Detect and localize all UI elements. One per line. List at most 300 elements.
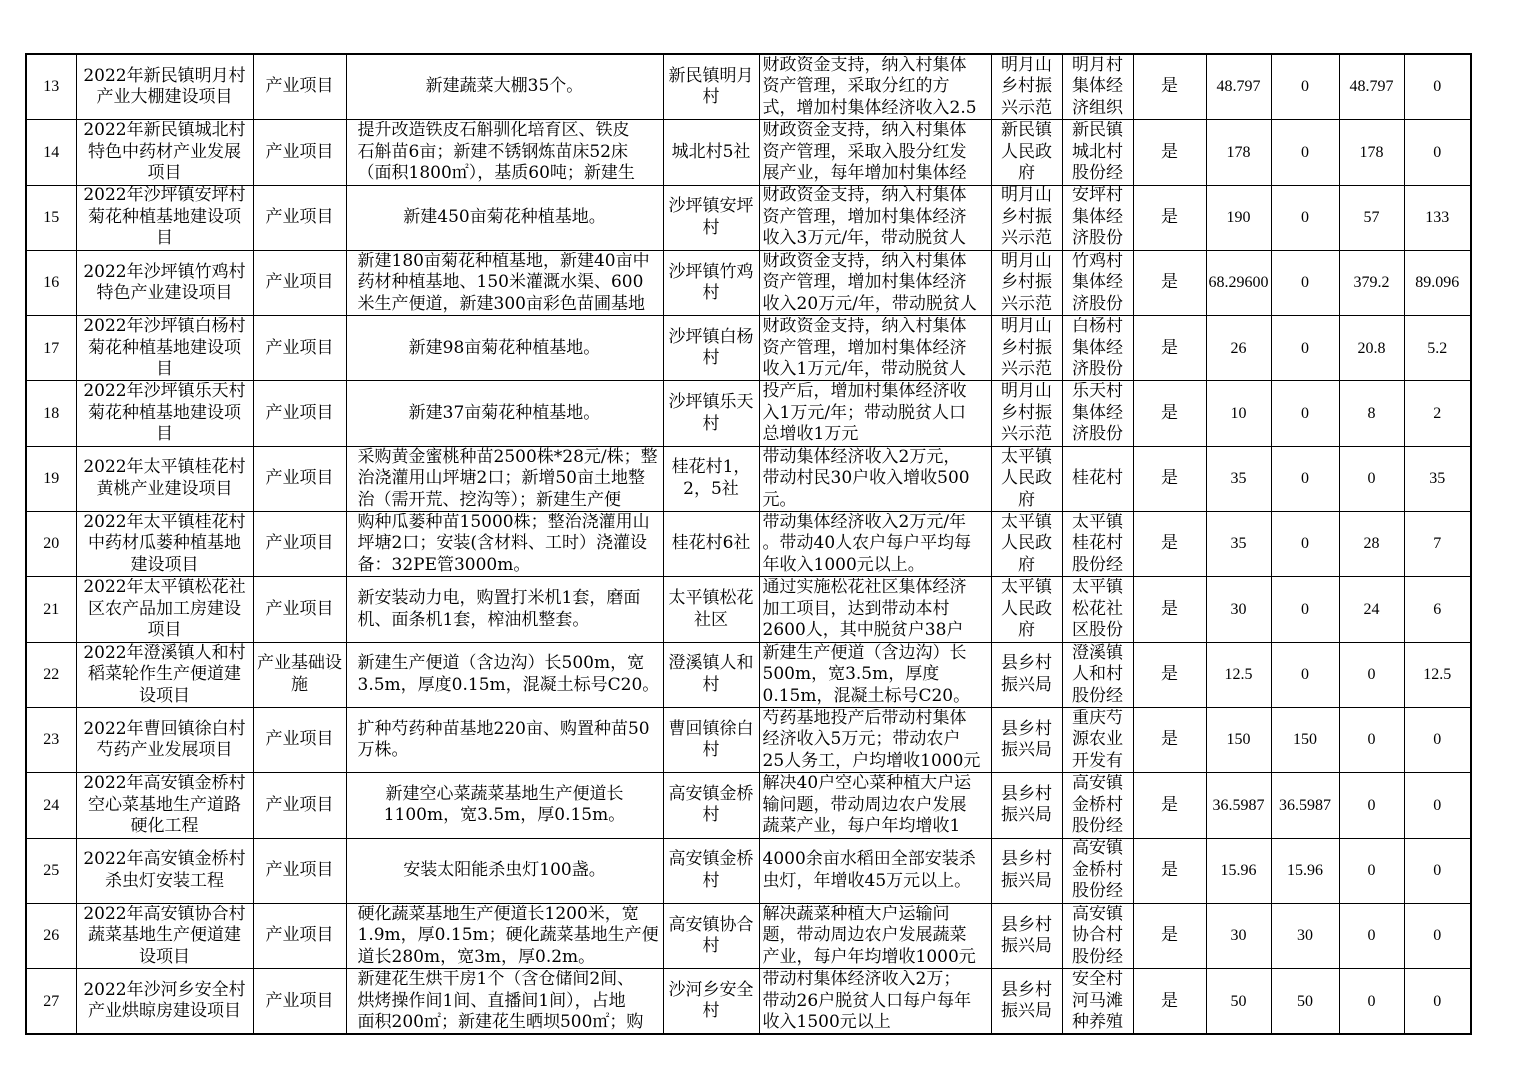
- project-name: 2022年新民镇城北村 特色中药材产业发展 项目: [83, 120, 246, 184]
- row-number: 20: [43, 535, 60, 553]
- responsible-unit-cell: [991, 838, 1062, 903]
- table-row: [26, 707, 1471, 772]
- funds-col-2-cell: [1339, 577, 1404, 642]
- construction-content-cell: [346, 54, 663, 120]
- funds-col-3: 35: [1429, 470, 1446, 488]
- construction-content: 新建花生烘干房1个（含仓储间2间、 烘烤操作间1间、直播间1间），占地 面积200㎡；新建花生晒坝500㎡；购: [357, 969, 644, 1033]
- table-row: [26, 512, 1471, 577]
- project-type: 产业项目: [265, 141, 334, 162]
- funds-total-cell: [1206, 120, 1271, 185]
- row-number: 13: [43, 78, 60, 96]
- funds-col-2-cell: [1339, 316, 1404, 381]
- funds-col-2-cell: [1339, 838, 1404, 903]
- project-name: 2022年新民镇明月村 产业大棚建设项目: [83, 65, 246, 108]
- project-name: 2022年沙坪镇乐天村 菊花种植基地建设项 目: [83, 382, 246, 445]
- responsible-unit-cell: [991, 446, 1062, 511]
- row-number-cell: [26, 577, 76, 642]
- implementing-unit-cell: [1062, 250, 1133, 315]
- funds-col-1-cell: [1271, 381, 1339, 446]
- project-name: 2022年沙坪镇竹鸡村 特色产业建设项目: [83, 261, 246, 304]
- project-name-cell: [76, 903, 253, 968]
- project-name-cell: [76, 54, 253, 120]
- funds-col-1-cell: [1271, 54, 1339, 120]
- implementing-unit-cell: [1062, 54, 1133, 120]
- funds-col-3: 7: [1433, 535, 1442, 553]
- funds-total: 48.797: [1216, 78, 1261, 96]
- project-name: 2022年澄溪镇人和村 稻菜轮作生产便道建 设项目: [83, 643, 246, 706]
- benefit-mechanism-cell: [759, 512, 991, 577]
- funds-col-2: 0: [1367, 731, 1376, 749]
- eligibility-flag: 是: [1161, 76, 1178, 97]
- construction-content: 安装太阳能杀虫灯100盏。: [403, 859, 606, 880]
- responsible-unit: 太平镇 人民政 府: [1001, 447, 1052, 510]
- project-type: 产业项目: [265, 206, 334, 227]
- funds-col-3: 0: [1433, 143, 1442, 161]
- benefit-mechanism: 带动集体经济收入2万元/年 。带动40人农户每户平均每 年收入1000元以上。: [762, 512, 972, 575]
- construction-content: 采购黄金蜜桃种苗2500株*28元/株；整 治浇灌用山坪塘2口；新增50亩土地整 治（需开荒、挖沟等）；新建生产便: [357, 447, 658, 510]
- benefit-mechanism-cell: [759, 250, 991, 315]
- project-type: 产业项目: [265, 729, 334, 750]
- implementing-unit-cell: [1062, 903, 1133, 968]
- row-number: 17: [43, 339, 60, 357]
- eligibility-flag: 是: [1161, 468, 1178, 489]
- funds-col-3-cell: [1404, 381, 1471, 446]
- funds-total: 35: [1230, 470, 1247, 488]
- funds-col-2-cell: [1339, 773, 1404, 838]
- project-name: 2022年曹回镇徐白村 芍药产业发展项目: [83, 718, 246, 761]
- funds-col-2: 28: [1363, 535, 1380, 553]
- benefit-mechanism: 财政资金支持，纳入村集体 资产管理，增加村集体经济 收入1万元/年，带动脱贫人: [762, 316, 967, 380]
- funds-col-1: 0: [1301, 208, 1309, 226]
- implementing-unit-cell: [1062, 838, 1133, 903]
- funds-col-3-cell: [1404, 446, 1471, 511]
- benefit-mechanism: 带动集体经济收入2万元， 带动村民30户收入增收500 元。: [762, 447, 970, 510]
- eligibility-flag: 是: [1161, 141, 1178, 162]
- row-number-cell: [26, 773, 76, 838]
- eligibility-flag-cell: [1133, 903, 1206, 968]
- funds-col-3: 0: [1433, 731, 1442, 749]
- funds-col-1: 0: [1301, 78, 1309, 96]
- row-number: 15: [43, 208, 60, 226]
- funds-col-2-cell: [1339, 185, 1404, 250]
- project-name: 2022年高安镇协合村 蔬菜基地生产便道建 设项目: [83, 904, 246, 967]
- table-row: [26, 446, 1471, 511]
- implementing-unit: 重庆芍 源农业 开发有: [1072, 708, 1123, 771]
- project-type: 产业项目: [265, 337, 334, 358]
- project-location: 沙坪镇乐天 村: [668, 392, 754, 434]
- funds-col-2-cell: [1339, 642, 1404, 707]
- responsible-unit: 明月山 乡村振 兴示范: [1001, 186, 1052, 249]
- construction-content: 提升改造铁皮石斛驯化培育区、铁皮 石斛苗6亩；新建不锈钢炼苗床52床 （面积1800㎡），基质60吨；新建生: [357, 120, 635, 184]
- eligibility-flag-cell: [1133, 512, 1206, 577]
- funds-col-2: 0: [1367, 992, 1376, 1010]
- funds-col-3-cell: [1404, 577, 1471, 642]
- construction-content-cell: [346, 903, 663, 968]
- construction-content-cell: [346, 773, 663, 838]
- funds-col-1: 50: [1297, 992, 1313, 1010]
- project-type: 产业项目: [265, 468, 334, 489]
- row-number: 14: [43, 143, 60, 161]
- project-location-cell: [663, 316, 759, 381]
- funds-col-1: 0: [1301, 274, 1309, 292]
- project-name: 2022年高安镇金桥村 杀虫灯安装工程: [83, 849, 246, 891]
- project-name-cell: [76, 316, 253, 381]
- funds-col-3: 0: [1433, 861, 1442, 879]
- funds-col-3-cell: [1404, 250, 1471, 315]
- implementing-unit-cell: [1062, 185, 1133, 250]
- implementing-unit-cell: [1062, 446, 1133, 511]
- project-type-cell: [253, 54, 346, 120]
- implementing-unit: 乐天村 集体经 济股份: [1072, 382, 1123, 445]
- row-number-cell: [26, 903, 76, 968]
- row-number: 18: [43, 404, 60, 422]
- funds-col-2-cell: [1339, 969, 1404, 1035]
- table-row: [26, 381, 1471, 446]
- row-number-cell: [26, 250, 76, 315]
- funds-total-cell: [1206, 903, 1271, 968]
- construction-content-cell: [346, 512, 663, 577]
- responsible-unit-cell: [991, 903, 1062, 968]
- funds-total-cell: [1206, 446, 1271, 511]
- funds-col-1-cell: [1271, 707, 1339, 772]
- funds-total-cell: [1206, 54, 1271, 120]
- funds-col-2: 0: [1367, 927, 1376, 945]
- construction-content-cell: [346, 969, 663, 1035]
- project-name-cell: [76, 512, 253, 577]
- construction-content: 新建450亩菊花种植基地。: [403, 206, 606, 227]
- eligibility-flag-cell: [1133, 838, 1206, 903]
- responsible-unit-cell: [991, 707, 1062, 772]
- table-row: [26, 185, 1471, 250]
- project-type-cell: [253, 707, 346, 772]
- project-location: 澄溪镇人和 村: [668, 653, 754, 695]
- funds-col-1: 150: [1293, 731, 1317, 749]
- implementing-unit-cell: [1062, 316, 1133, 381]
- project-type-cell: [253, 250, 346, 315]
- funds-total-cell: [1206, 969, 1271, 1035]
- project-table: [25, 53, 1472, 1035]
- project-type-cell: [253, 642, 346, 707]
- implementing-unit-cell: [1062, 642, 1133, 707]
- project-name: 2022年太平镇松花社 区农产品加工房建设 项目: [83, 578, 246, 641]
- implementing-unit-cell: [1062, 577, 1133, 642]
- funds-col-2: 48.797: [1349, 78, 1394, 96]
- funds-col-1: 30: [1297, 927, 1313, 945]
- construction-content: 新建空心菜蔬菜基地生产便道长 1100m，宽3.5m，厚0.15m。: [383, 783, 626, 826]
- project-location: 高安镇金桥 村: [668, 783, 754, 826]
- funds-col-1-cell: [1271, 773, 1339, 838]
- funds-col-1: 36.5987: [1279, 796, 1331, 814]
- project-type-cell: [253, 120, 346, 185]
- responsible-unit: 县乡村 振兴局: [1001, 914, 1052, 956]
- table-row: [26, 642, 1471, 707]
- project-type-cell: [253, 838, 346, 903]
- funds-col-2: 178: [1359, 143, 1384, 161]
- responsible-unit: 明月山 乡村振 兴示范: [1001, 382, 1052, 445]
- project-location: 桂花村1， 2，5社: [671, 457, 751, 499]
- funds-col-2: 0: [1367, 861, 1376, 879]
- benefit-mechanism: 芍药基地投产后带动村集体 经济收入5万元；带动农户 25人务工，户均增收1000元: [762, 708, 981, 771]
- funds-col-1: 0: [1301, 666, 1309, 684]
- responsible-unit: 新民镇 人民政 府: [1001, 120, 1052, 184]
- project-location-cell: [663, 838, 759, 903]
- implementing-unit: 白杨村 集体经 济股份: [1072, 316, 1123, 380]
- eligibility-flag-cell: [1133, 250, 1206, 315]
- benefit-mechanism: 带动村集体经济收入2万； 带动26户脱贫人口每户每年 收入1500元以上: [762, 969, 972, 1033]
- eligibility-flag: 是: [1161, 337, 1178, 358]
- funds-col-3-cell: [1404, 707, 1471, 772]
- responsible-unit: 县乡村 振兴局: [1001, 653, 1052, 695]
- project-name-cell: [76, 185, 253, 250]
- project-type-cell: [253, 512, 346, 577]
- project-location: 高安镇金桥 村: [668, 849, 754, 891]
- benefit-mechanism-cell: [759, 120, 991, 185]
- table-row: [26, 838, 1471, 903]
- implementing-unit-cell: [1062, 120, 1133, 185]
- implementing-unit: 高安镇 协合村 股份经: [1072, 904, 1123, 967]
- project-location: 新民镇明月 村: [668, 65, 754, 108]
- funds-total: 190: [1226, 208, 1251, 226]
- responsible-unit: 县乡村 振兴局: [1001, 718, 1052, 761]
- project-type: 产业项目: [265, 272, 334, 293]
- funds-col-2: 0: [1367, 666, 1376, 684]
- funds-col-3: 2: [1433, 404, 1442, 422]
- funds-total: 50: [1230, 992, 1247, 1010]
- funds-col-3: 133: [1425, 208, 1450, 226]
- implementing-unit-cell: [1062, 773, 1133, 838]
- project-type-cell: [253, 185, 346, 250]
- project-location-cell: [663, 446, 759, 511]
- project-location: 曹回镇徐白 村: [668, 718, 754, 761]
- construction-content-cell: [346, 316, 663, 381]
- project-name: 2022年太平镇桂花村 中药材瓜蒌种植基地 建设项目: [83, 512, 246, 575]
- row-number: 26: [43, 927, 60, 945]
- benefit-mechanism-cell: [759, 903, 991, 968]
- project-name: 2022年太平镇桂花村 黄桃产业建设项目: [83, 457, 246, 499]
- implementing-unit: 明月村 集体经 济组织: [1072, 55, 1123, 118]
- row-number: 27: [43, 992, 60, 1010]
- construction-content-cell: [346, 185, 663, 250]
- funds-total-cell: [1206, 838, 1271, 903]
- funds-total-cell: [1206, 707, 1271, 772]
- row-number-cell: [26, 642, 76, 707]
- funds-col-3-cell: [1404, 903, 1471, 968]
- project-type-cell: [253, 381, 346, 446]
- funds-col-2: 0: [1367, 796, 1376, 814]
- project-name: 2022年高安镇金桥村 空心菜基地生产道路 硬化工程: [83, 773, 246, 837]
- project-location: 高安镇协合 村: [668, 914, 754, 956]
- project-type: 产业项目: [265, 925, 334, 946]
- construction-content: 新建蔬菜大棚35个。: [425, 76, 584, 97]
- funds-col-1-cell: [1271, 120, 1339, 185]
- funds-total-cell: [1206, 773, 1271, 838]
- row-number-cell: [26, 838, 76, 903]
- benefit-mechanism-cell: [759, 969, 991, 1035]
- responsible-unit-cell: [991, 381, 1062, 446]
- project-name-cell: [76, 577, 253, 642]
- project-name-cell: [76, 969, 253, 1035]
- project-name-cell: [76, 120, 253, 185]
- table-row: [26, 773, 1471, 838]
- funds-col-2: 379.2: [1353, 274, 1390, 292]
- eligibility-flag-cell: [1133, 54, 1206, 120]
- row-number: 16: [43, 274, 60, 292]
- project-type-cell: [253, 903, 346, 968]
- eligibility-flag: 是: [1161, 533, 1178, 554]
- benefit-mechanism-cell: [759, 707, 991, 772]
- funds-total: 12.5: [1224, 666, 1253, 684]
- benefit-mechanism: 财政资金支持，纳入村集体 资产管理，采取分红的方 式，增加村集体经济收入2.5: [762, 55, 977, 118]
- benefit-mechanism: 财政资金支持，纳入村集体 资产管理，增加村集体经济 收入20万元/年，带动脱贫人: [762, 251, 977, 314]
- funds-col-3: 0: [1433, 796, 1442, 814]
- benefit-mechanism-cell: [759, 316, 991, 381]
- funds-col-3: 0: [1433, 78, 1442, 96]
- funds-col-2-cell: [1339, 120, 1404, 185]
- benefit-mechanism: 投产后，增加村集体经济收 入1万元/年；带动脱贫人口 总增收1万元: [762, 382, 967, 445]
- funds-total-cell: [1206, 316, 1271, 381]
- funds-col-3: 12.5: [1423, 666, 1452, 684]
- implementing-unit: 安坪村 集体经 济股份: [1072, 186, 1123, 249]
- funds-total-cell: [1206, 642, 1271, 707]
- funds-col-2-cell: [1339, 446, 1404, 511]
- eligibility-flag-cell: [1133, 381, 1206, 446]
- construction-content-cell: [346, 707, 663, 772]
- responsible-unit: 太平镇 人民政 府: [1001, 512, 1052, 575]
- construction-content: 扩种芍药种苗基地220亩、购置种苗50 万株。: [357, 718, 650, 761]
- funds-col-2-cell: [1339, 903, 1404, 968]
- funds-total-cell: [1206, 512, 1271, 577]
- implementing-unit: 高安镇 金桥村 股份经: [1072, 839, 1123, 902]
- row-number: 24: [43, 796, 60, 814]
- project-location-cell: [663, 577, 759, 642]
- project-location-cell: [663, 185, 759, 250]
- funds-col-1: 0: [1301, 470, 1309, 488]
- funds-total: 30: [1230, 600, 1247, 618]
- row-number: 19: [43, 470, 60, 488]
- row-number: 25: [43, 861, 60, 879]
- funds-col-1-cell: [1271, 512, 1339, 577]
- table-row: [26, 250, 1471, 315]
- funds-col-3: 6: [1433, 600, 1442, 618]
- funds-col-3-cell: [1404, 316, 1471, 381]
- implementing-unit: 安全村 河马滩 种养殖: [1072, 969, 1123, 1033]
- implementing-unit: 太平镇 桂花村 股份经: [1072, 512, 1123, 575]
- responsible-unit: 明月山 乡村振 兴示范: [1001, 55, 1052, 118]
- project-type: 产业项目: [265, 76, 334, 97]
- funds-col-1-cell: [1271, 577, 1339, 642]
- eligibility-flag-cell: [1133, 707, 1206, 772]
- project-name-cell: [76, 381, 253, 446]
- implementing-unit: 太平镇 松花社 区股份: [1072, 578, 1123, 641]
- benefit-mechanism: 解决蔬菜种植大户运输问 题，带动周边农户发展蔬菜 产业，每户年均增收1000元: [762, 904, 976, 967]
- construction-content: 新建180亩菊花种植基地，新建40亩中 药材种植基地、150米灌溉水渠、600 米生产便道，新建300亩彩色苗圃基地: [357, 251, 650, 314]
- funds-total: 26: [1230, 339, 1247, 357]
- row-number-cell: [26, 381, 76, 446]
- eligibility-flag: 是: [1161, 598, 1178, 619]
- benefit-mechanism: 解决40户空心菜种植大户运 输问题，带动周边农户发展 蔬菜产业，每户年均增收1: [762, 773, 972, 837]
- funds-total-cell: [1206, 250, 1271, 315]
- row-number: 21: [43, 600, 60, 618]
- benefit-mechanism: 财政资金支持，纳入村集体 资产管理，采取入股分红发 展产业，每年增加村集体经: [762, 120, 967, 184]
- project-type-cell: [253, 969, 346, 1035]
- funds-total: 30: [1230, 927, 1247, 945]
- funds-col-3: 89.096: [1415, 274, 1460, 292]
- project-type: 产业项目: [265, 859, 334, 880]
- project-type-cell: [253, 316, 346, 381]
- eligibility-flag-cell: [1133, 120, 1206, 185]
- project-name: 2022年沙坪镇白杨村 菊花种植基地建设项 目: [83, 316, 246, 380]
- project-name-cell: [76, 707, 253, 772]
- funds-total: 178: [1226, 143, 1251, 161]
- funds-col-1-cell: [1271, 250, 1339, 315]
- eligibility-flag: 是: [1161, 206, 1178, 227]
- construction-content-cell: [346, 838, 663, 903]
- funds-col-3-cell: [1404, 838, 1471, 903]
- funds-total: 36.5987: [1212, 796, 1265, 814]
- table-row: [26, 120, 1471, 185]
- table-row: [26, 903, 1471, 968]
- funds-total: 150: [1226, 731, 1251, 749]
- eligibility-flag-cell: [1133, 642, 1206, 707]
- funds-total: 35: [1230, 535, 1247, 553]
- project-location: 沙坪镇白杨 村: [668, 326, 754, 369]
- row-number-cell: [26, 969, 76, 1035]
- construction-content: 新建37亩菊花种植基地。: [408, 402, 601, 423]
- implementing-unit-cell: [1062, 381, 1133, 446]
- responsible-unit: 县乡村 振兴局: [1001, 783, 1052, 826]
- row-number: 23: [43, 731, 60, 749]
- benefit-mechanism-cell: [759, 838, 991, 903]
- funds-col-3: 0: [1433, 927, 1442, 945]
- funds-col-1: 15.96: [1287, 861, 1323, 879]
- eligibility-flag-cell: [1133, 316, 1206, 381]
- row-number: 22: [43, 666, 60, 684]
- responsible-unit: 太平镇 人民政 府: [1001, 578, 1052, 641]
- benefit-mechanism: 新建生产便道（含边沟）长 500m，宽3.5m，厚度 0.15m，混凝土标号C20。: [762, 643, 971, 706]
- project-location-cell: [663, 969, 759, 1035]
- funds-col-2-cell: [1339, 512, 1404, 577]
- row-number-cell: [26, 120, 76, 185]
- responsible-unit-cell: [991, 250, 1062, 315]
- funds-col-2-cell: [1339, 707, 1404, 772]
- construction-content: 新安装动力电，购置打米机1套，磨面 机、面条机1套，榨油机整套。: [357, 588, 641, 630]
- construction-content-cell: [346, 446, 663, 511]
- funds-total-cell: [1206, 577, 1271, 642]
- benefit-mechanism-cell: [759, 446, 991, 511]
- project-location-cell: [663, 512, 759, 577]
- funds-col-2-cell: [1339, 54, 1404, 120]
- row-number-cell: [26, 707, 76, 772]
- responsible-unit-cell: [991, 512, 1062, 577]
- table-row: [26, 316, 1471, 381]
- funds-col-3-cell: [1404, 773, 1471, 838]
- funds-col-1-cell: [1271, 903, 1339, 968]
- responsible-unit-cell: [991, 773, 1062, 838]
- project-location-cell: [663, 381, 759, 446]
- funds-col-3-cell: [1404, 54, 1471, 120]
- project-type: 产业项目: [265, 533, 334, 554]
- row-number-cell: [26, 446, 76, 511]
- project-name: 2022年沙坪镇安坪村 菊花种植基地建设项 目: [83, 186, 246, 249]
- benefit-mechanism-cell: [759, 773, 991, 838]
- funds-total-cell: [1206, 185, 1271, 250]
- construction-content-cell: [346, 250, 663, 315]
- benefit-mechanism: 财政资金支持，纳入村集体 资产管理，增加村集体经济 收入3万元/年，带动脱贫人: [762, 186, 967, 249]
- benefit-mechanism-cell: [759, 381, 991, 446]
- project-name-cell: [76, 446, 253, 511]
- table-body: [26, 54, 1471, 1034]
- project-location-cell: [663, 903, 759, 968]
